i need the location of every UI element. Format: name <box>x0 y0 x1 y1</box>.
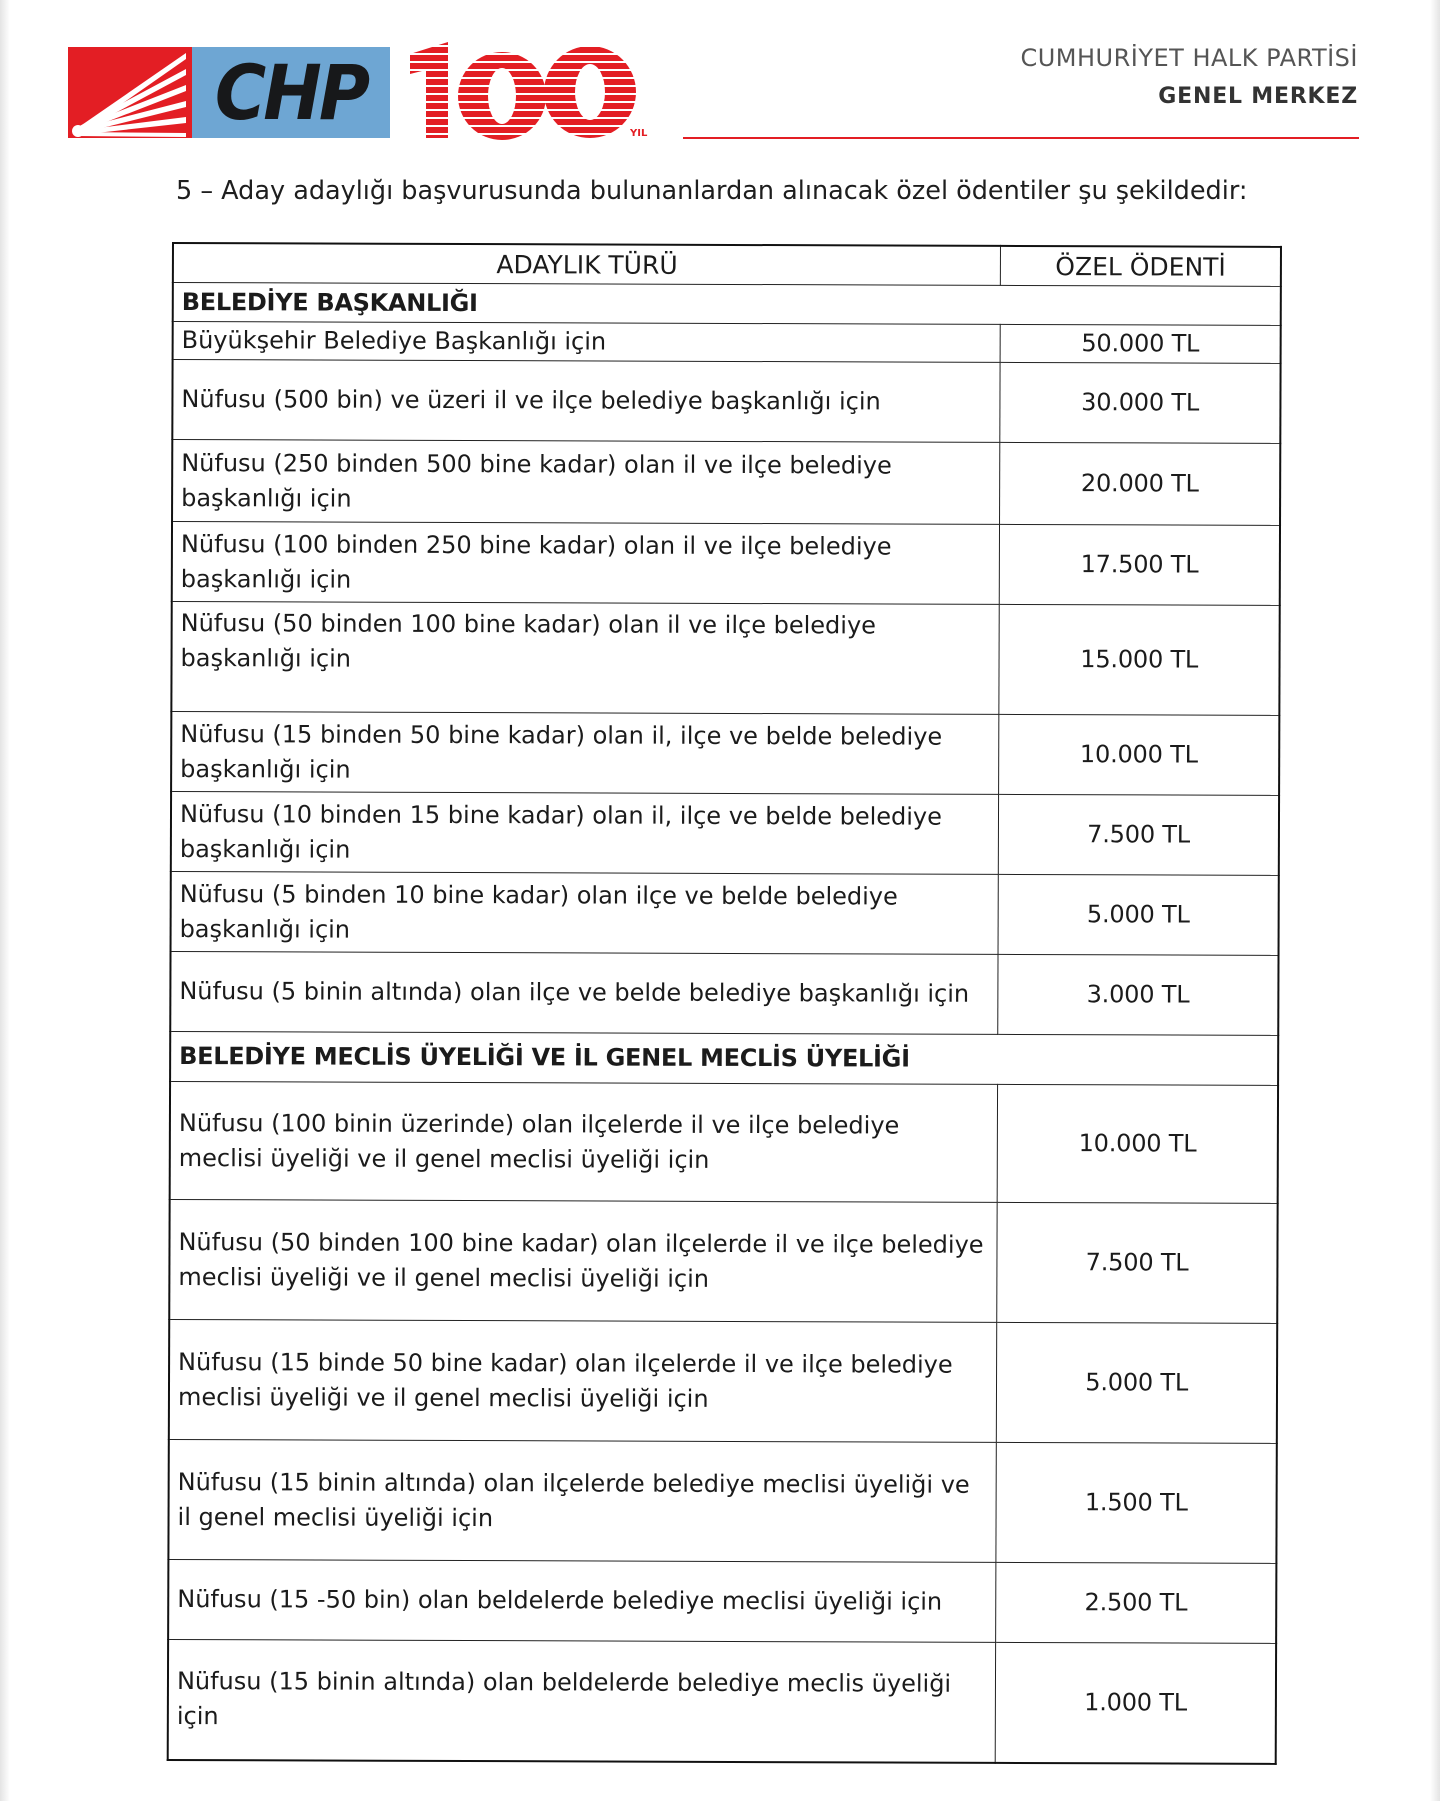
row-fee: 3.000 TL <box>998 954 1278 1035</box>
table-row <box>172 360 1280 444</box>
organization-name: CUMHURİYET HALK PARTİSİ <box>1020 44 1358 72</box>
column-header-type: ADAYLIK TÜRÜ <box>173 243 1001 285</box>
column-header-fee: ÖZEL ÖDENTİ <box>1001 246 1281 286</box>
row-fee: 30.000 TL <box>1000 362 1280 443</box>
section-title-mayor: BELEDİYE BAŞKANLIĞI <box>173 283 1281 326</box>
page-edge-left <box>0 0 10 1801</box>
row-description: Nüfusu (5 binin altında) olan ilçe ve belde belediye başkanlığı için <box>170 951 998 1034</box>
intro-paragraph: 5 – Aday adaylığı başvurusunda bulunanlardan alınacak özel ödentiler şu şekildedir: <box>176 176 1248 206</box>
table-row <box>172 522 1280 606</box>
row-fee: 10.000 TL <box>999 714 1279 795</box>
row-fee: 7.500 TL <box>999 794 1279 875</box>
section-title-council: BELEDİYE MECLİS ÜYELİĞİ VE İL GENEL MECLİS ÜYELİĞİ <box>170 1031 1278 1085</box>
table-row <box>168 1439 1276 1563</box>
table-row <box>168 1639 1276 1763</box>
row-description: Nüfusu (10 binden 15 bine kadar) olan il, ilçe ve belde belediye başkanlığı için <box>171 792 999 875</box>
row-description: Nüfusu (15 -50 bin) olan beldelerde belediye meclisi üyeliği için <box>168 1559 996 1642</box>
row-description: Nüfusu (500 bin) ve üzeri il ve ilçe belediye başkanlığı için <box>172 360 1000 443</box>
table-row <box>172 440 1280 526</box>
table-row <box>170 951 1278 1035</box>
row-fee: 17.500 TL <box>1000 524 1280 605</box>
table-row <box>168 1559 1276 1643</box>
table-row <box>171 712 1279 796</box>
row-description: Nüfusu (15 binde 50 bine kadar) olan ilçelerde il ve ilçe belediye meclisi üyeliği ve il genel meclisi üyeliği için <box>169 1319 997 1442</box>
row-description: Nüfusu (100 binin üzerinde) olan ilçelerde il ve ilçe belediye meclisi üyeliği ve il genel meclisi üyeliği için <box>170 1081 998 1202</box>
row-fee: 2.500 TL <box>996 1562 1276 1643</box>
table-row <box>169 1319 1277 1443</box>
table-row <box>171 602 1279 716</box>
table-row <box>170 1081 1278 1203</box>
row-description: Nüfusu (15 binden 50 bine kadar) olan il, ilçe ve belde belediye başkanlığı için <box>171 712 999 795</box>
table-header-row <box>173 243 1281 286</box>
row-fee: 50.000 TL <box>1000 324 1280 363</box>
row-fee: 1.500 TL <box>996 1442 1277 1563</box>
row-description: Büyükşehir Belediye Başkanlığı için <box>173 322 1001 363</box>
row-description: Nüfusu (250 binden 500 bine kadar) olan il ve ilçe belediye başkanlığı için <box>172 440 1000 525</box>
six-arrows-logo-icon <box>68 47 192 138</box>
chp-logo-text: CHP <box>214 48 368 137</box>
page-edge-right <box>1430 0 1440 1801</box>
row-fee: 10.000 TL <box>997 1084 1278 1203</box>
row-description: Nüfusu (15 binin altında) olan beldelerde belediye meclis üyeliği için <box>168 1639 996 1762</box>
table-row <box>171 871 1279 955</box>
logo-yil-label: YIL <box>630 128 648 139</box>
fee-table <box>167 242 1282 1764</box>
table-row <box>169 1199 1277 1323</box>
row-fee: 5.000 TL <box>998 874 1278 955</box>
table-row <box>171 792 1279 876</box>
section-header-row <box>173 283 1281 326</box>
row-description: Nüfusu (50 binden 100 bine kadar) olan il ve ilçe belediye başkanlığı için <box>171 602 999 715</box>
row-description: Nüfusu (100 binden 250 bine kadar) olan il ve ilçe belediye başkanlığı için <box>172 522 1000 605</box>
organization-unit: GENEL MERKEZ <box>1158 84 1358 109</box>
row-description: Nüfusu (5 binden 10 bine kadar) olan ilçe ve belde belediye başkanlığı için <box>171 871 999 954</box>
row-fee: 7.500 TL <box>997 1202 1278 1323</box>
row-description: Nüfusu (50 binden 100 bine kadar) olan ilçelerde il ve ilçe belediye meclisi üyeliği ve il genel meclisi üyeliği için <box>169 1199 997 1322</box>
row-fee: 1.000 TL <box>996 1642 1277 1763</box>
section-header-row <box>170 1031 1278 1085</box>
table-row <box>173 322 1281 364</box>
row-fee: 20.000 TL <box>1000 442 1280 525</box>
header-divider <box>683 137 1359 139</box>
chp-logo-wordmark <box>192 47 390 138</box>
row-description: Nüfusu (15 binin altında) olan ilçelerde belediye meclisi üyeliği ve il genel meclisi üyeliği için <box>168 1439 996 1562</box>
centennial-100-logo-icon <box>404 40 644 144</box>
row-fee: 15.000 TL <box>999 604 1280 715</box>
row-fee: 5.000 TL <box>997 1322 1278 1443</box>
